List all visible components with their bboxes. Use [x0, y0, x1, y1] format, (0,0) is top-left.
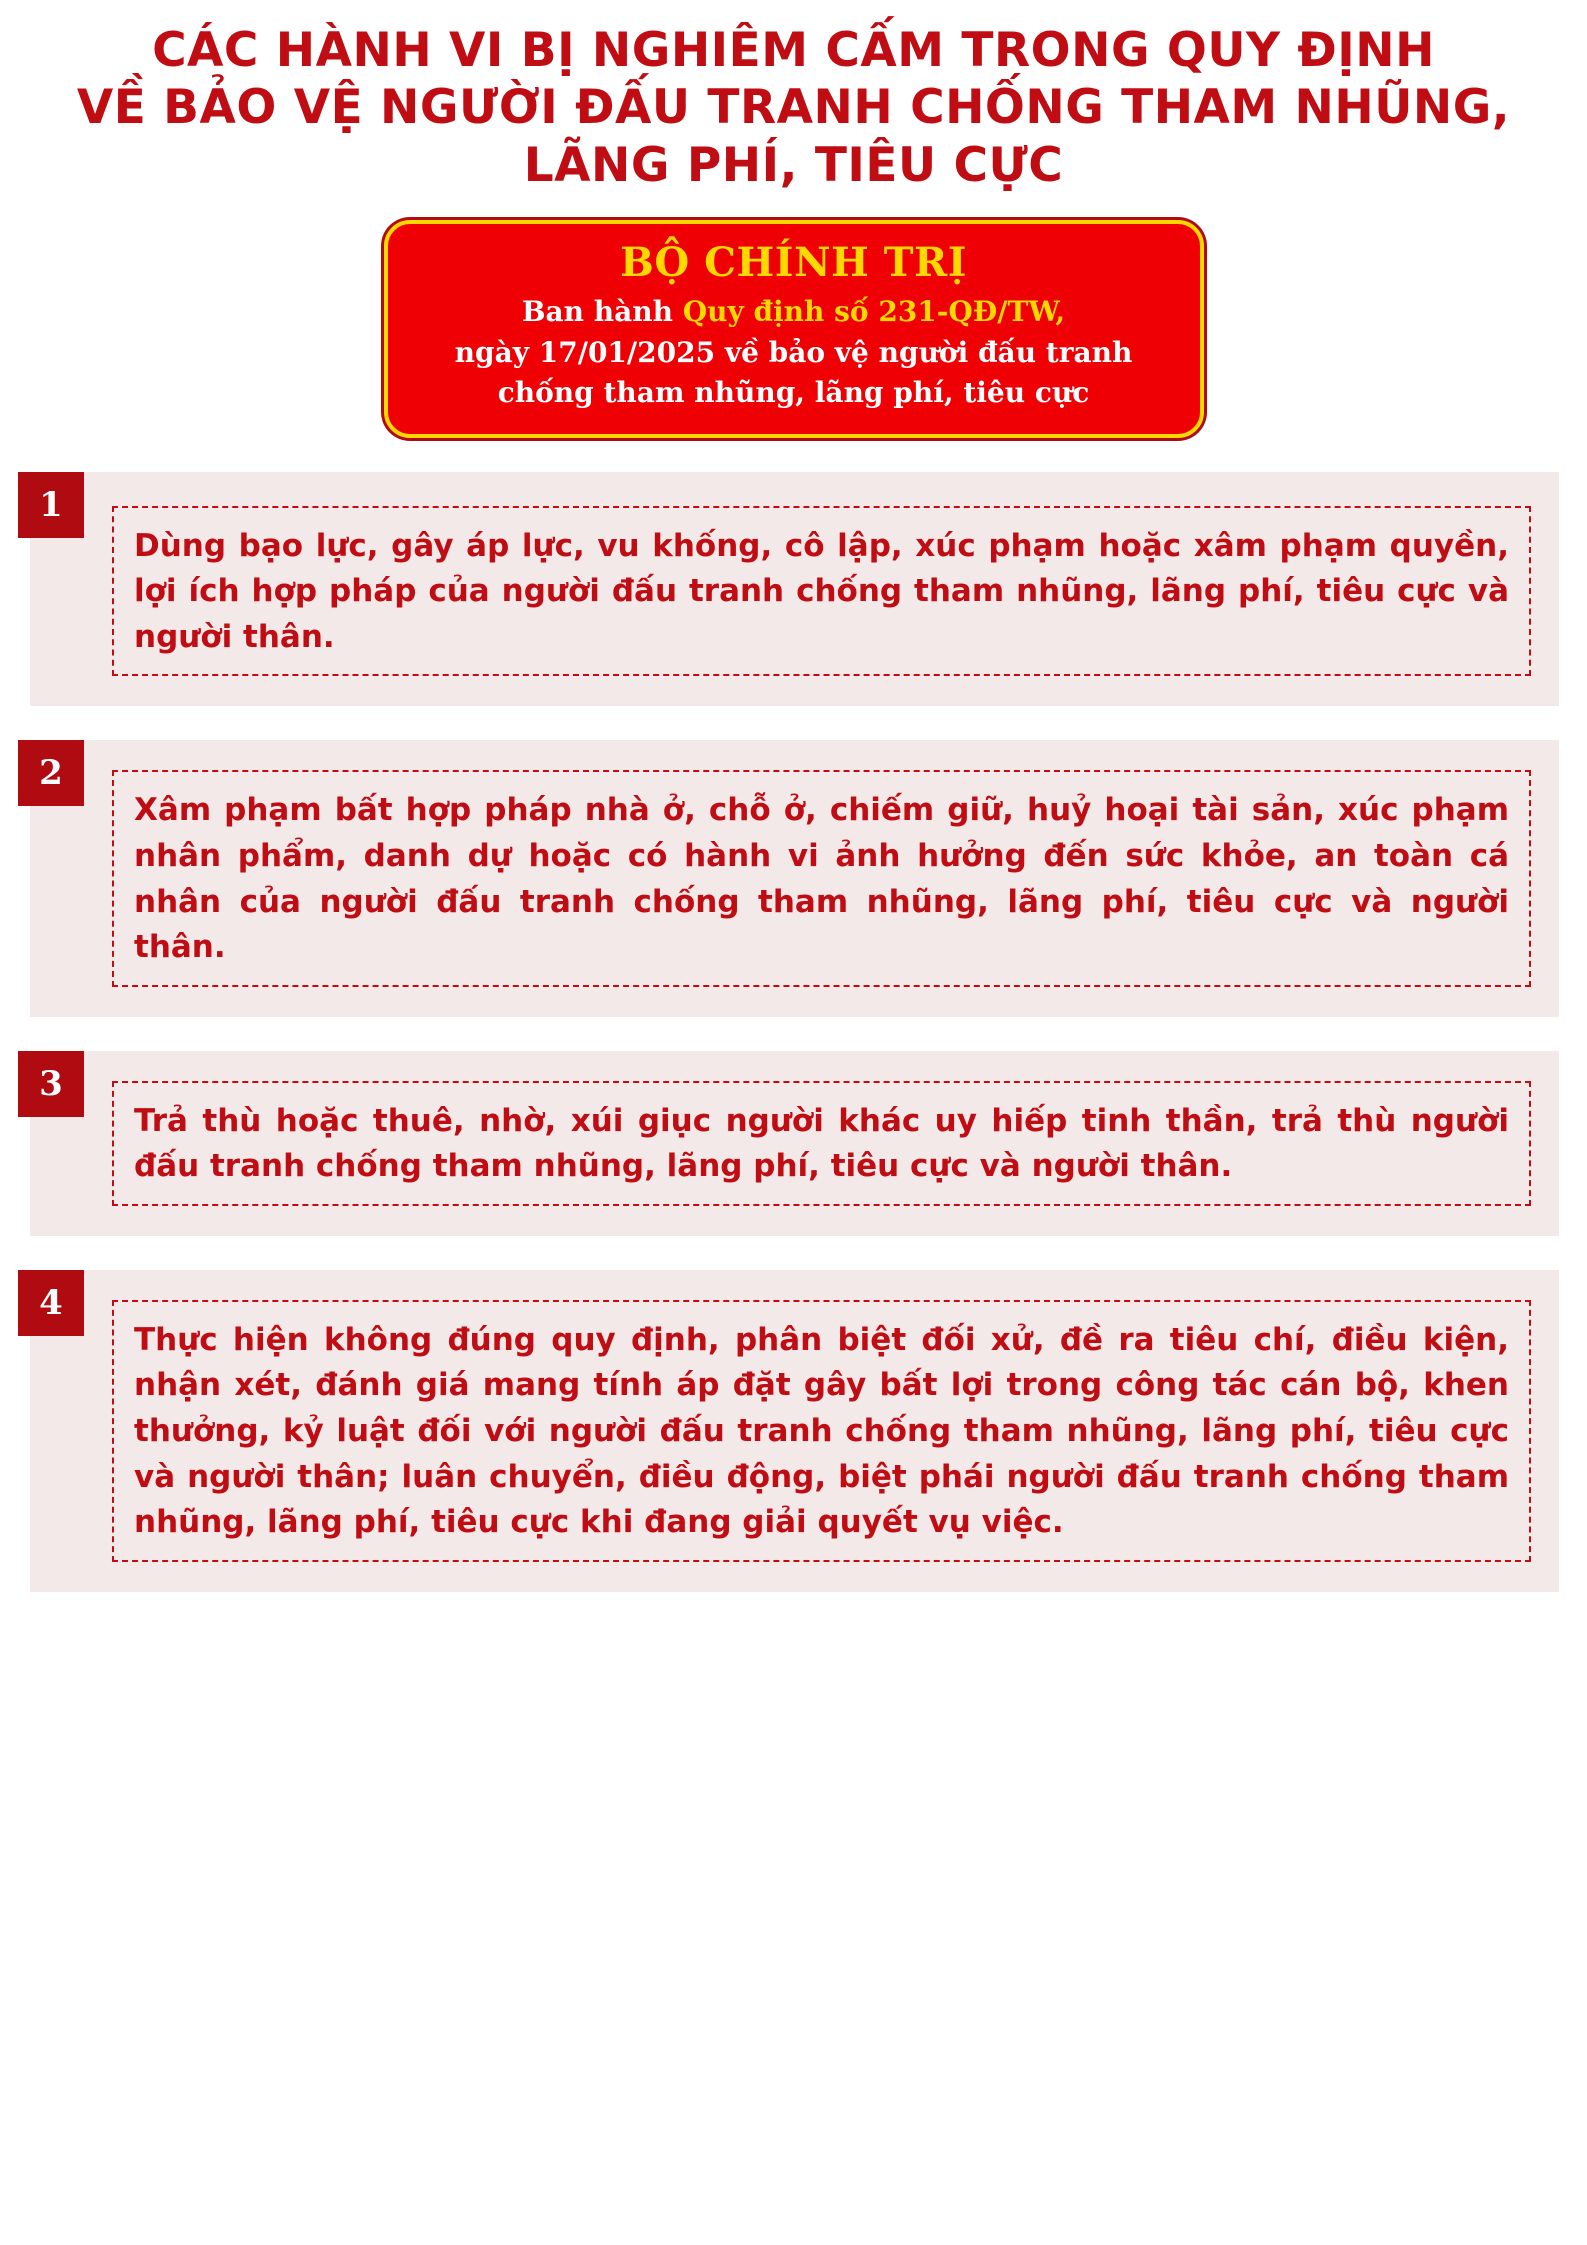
item-inner	[112, 1081, 1531, 1206]
item-text: Thực hiện không đúng quy định, phân biệt đối xử, đề ra tiêu chí, điều kiện, nhận xét, đánh giá mang tính áp đặt gây bất lợi trong công tác cán bộ, khen thưởng, kỷ luật đối với người đấu tranh chống tham nhũng, lãng phí, tiêu cực và người thân; luân chuyển, điều động, biệt phái người đấu tranh chống tham nhũng, lãng phí, tiêu cực khi đang giải quyết vụ việc.	[134, 1321, 1509, 1541]
title-line-2: VỀ BẢO VỆ NGƯỜI ĐẤU TRANH CHỐNG THAM NHŨNG,	[76, 80, 1511, 136]
prohibited-acts-list	[0, 472, 1587, 1592]
list-item	[0, 740, 1587, 1016]
item-band	[30, 472, 1559, 707]
list-item	[0, 1270, 1587, 1592]
item-text: Xâm phạm bất hợp pháp nhà ở, chỗ ở, chiếm giữ, huỷ hoại tài sản, xúc phạm nhân phẩm, danh dự hoặc có hành vi ảnh hưởng đến sức khỏe, an toàn cá nhân của người đấu tranh chống tham nhũng, lãng phí, tiêu cực và người thân.	[134, 792, 1509, 966]
banner-line-2: ngày 17/01/2025 về bảo vệ người đấu tranh	[454, 335, 1133, 369]
page-title	[0, 0, 1587, 194]
banner-body	[414, 292, 1174, 414]
item-number-badge: 2	[18, 740, 84, 806]
banner-heading: BỘ CHÍNH TRỊ	[620, 238, 967, 286]
item-inner	[112, 506, 1531, 677]
banner-line-1	[414, 292, 1174, 333]
title-line-1: CÁC HÀNH VI BỊ NGHIÊM CẤM TRONG QUY ĐỊNH	[152, 23, 1435, 78]
item-inner	[112, 1300, 1531, 1562]
list-item	[0, 1051, 1587, 1236]
announcement-banner-wrapper	[0, 220, 1587, 438]
item-text: Trả thù hoặc thuê, nhờ, xúi giục người khác uy hiếp tinh thần, trả thù người đấu tranh chống tham nhũng, lãng phí, tiêu cực và người thân.	[134, 1102, 1509, 1185]
item-number-badge: 4	[18, 1270, 84, 1336]
banner-regulation-number: Quy định số 231-QĐ/TW,	[682, 294, 1066, 328]
title-line-3: LÃNG PHÍ, TIÊU CỰC	[523, 137, 1064, 193]
item-number-badge: 1	[18, 472, 84, 538]
item-inner	[112, 770, 1531, 986]
item-text: Dùng bạo lực, gây áp lực, vu khống, cô lập, xúc phạm hoặc xâm phạm quyền, lợi ích hợp pháp của người đấu tranh chống tham nhũng, lãng phí, tiêu cực và người thân.	[134, 527, 1509, 655]
announcement-banner	[384, 220, 1204, 438]
item-band	[30, 1270, 1559, 1592]
banner-line-3: chống tham nhũng, lãng phí, tiêu cực	[497, 376, 1090, 410]
list-item	[0, 472, 1587, 707]
item-number-badge: 3	[18, 1051, 84, 1117]
item-band	[30, 740, 1559, 1016]
item-band	[30, 1051, 1559, 1236]
banner-line-1-prefix: Ban hành	[521, 294, 683, 328]
